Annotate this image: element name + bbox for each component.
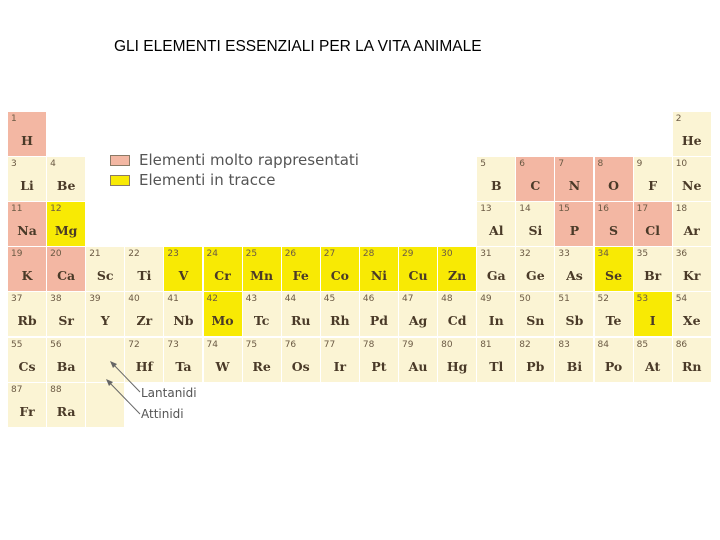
atomic-number: 5 bbox=[480, 159, 486, 170]
element-symbol: Pd bbox=[369, 313, 388, 329]
atomic-number: 31 bbox=[480, 249, 492, 260]
element-symbol: Rn bbox=[681, 358, 702, 374]
element-symbol: In bbox=[488, 313, 504, 329]
element-symbol: Te bbox=[605, 313, 622, 329]
element-symbol: Xe bbox=[682, 313, 701, 329]
atomic-number: 23 bbox=[167, 249, 179, 260]
element-symbol: Cd bbox=[447, 313, 467, 329]
atomic-number: 33 bbox=[558, 249, 570, 260]
atomic-number: 52 bbox=[597, 294, 609, 305]
page-title: GLI ELEMENTI ESSENZIALI PER LA VITA ANIMALE bbox=[114, 38, 482, 55]
atomic-number: 12 bbox=[50, 204, 62, 215]
atomic-number: 80 bbox=[441, 339, 453, 350]
atomic-number: 25 bbox=[245, 249, 258, 260]
atomic-number: 73 bbox=[167, 339, 179, 350]
element-symbol: Pb bbox=[526, 358, 545, 374]
atomic-number: 27 bbox=[323, 249, 336, 260]
element-symbol: H bbox=[21, 133, 33, 148]
element-symbol: Mn bbox=[250, 268, 274, 284]
atomic-number: 22 bbox=[128, 249, 140, 260]
atomic-number: 44 bbox=[284, 294, 297, 305]
atomic-number: 18 bbox=[675, 204, 688, 215]
element-symbol: Mg bbox=[54, 223, 78, 239]
atomic-number: 43 bbox=[245, 294, 258, 305]
atomic-number: 36 bbox=[675, 249, 688, 260]
element-symbol: Mo bbox=[211, 313, 234, 329]
element-symbol: Sn bbox=[526, 313, 545, 329]
atomic-number: 49 bbox=[480, 294, 492, 305]
element-symbol: Cr bbox=[214, 268, 231, 284]
atomic-number: 8 bbox=[597, 159, 604, 170]
element-symbol: P bbox=[569, 223, 580, 239]
element-symbol: Po bbox=[604, 358, 623, 374]
atomic-number: 42 bbox=[206, 294, 218, 305]
element-symbol: Br bbox=[644, 268, 662, 284]
element-symbol: Cl bbox=[645, 223, 660, 239]
atomic-number: 26 bbox=[284, 249, 297, 260]
element-symbol: Re bbox=[252, 358, 271, 374]
atomic-number: 47 bbox=[402, 294, 414, 305]
element-symbol: Li bbox=[20, 178, 34, 194]
atomic-number: 2 bbox=[675, 114, 682, 124]
atomic-number: 87 bbox=[11, 384, 23, 395]
element-symbol: Al bbox=[489, 223, 504, 239]
atomic-number: 55 bbox=[11, 339, 23, 350]
element-symbol: V bbox=[178, 268, 189, 284]
atomic-number: 75 bbox=[245, 339, 258, 350]
element-symbol: I bbox=[649, 313, 656, 329]
element-symbol: As bbox=[566, 268, 583, 284]
legend-label: Elementi molto rappresentati bbox=[139, 151, 359, 169]
element-symbol: Cs bbox=[18, 358, 36, 374]
atomic-number: 83 bbox=[558, 339, 570, 350]
lantanidi-arrow bbox=[112, 363, 140, 392]
atomic-number: 77 bbox=[323, 339, 336, 350]
atomic-number: 21 bbox=[89, 249, 101, 260]
element-symbol: Nb bbox=[173, 313, 194, 329]
element-symbol: At bbox=[645, 358, 661, 374]
element-symbol: Sb bbox=[565, 313, 584, 329]
element-symbol: Ni bbox=[370, 268, 388, 284]
element-symbol: S bbox=[609, 223, 619, 239]
atomic-number: 14 bbox=[519, 204, 531, 215]
element-symbol: Sc bbox=[96, 268, 114, 284]
atomic-number: 86 bbox=[675, 339, 688, 350]
element-symbol: He bbox=[681, 133, 702, 148]
element-symbol: Rb bbox=[17, 313, 37, 329]
element-symbol: K bbox=[21, 268, 33, 284]
atomic-number: 6 bbox=[519, 159, 526, 170]
atomic-number: 20 bbox=[50, 249, 62, 260]
atomic-number: 56 bbox=[50, 339, 62, 350]
element-symbol: O bbox=[608, 178, 619, 194]
element-symbol: Pt bbox=[371, 358, 387, 374]
element-symbol: Cu bbox=[408, 268, 428, 284]
element-symbol: Ag bbox=[408, 313, 428, 329]
atomic-number: 30 bbox=[441, 249, 453, 260]
element-symbol: N bbox=[568, 178, 581, 194]
atomic-number: 1 bbox=[11, 114, 17, 124]
element-symbol: Zn bbox=[448, 268, 467, 284]
element-symbol: Ra bbox=[56, 403, 76, 419]
atomic-number: 13 bbox=[480, 204, 492, 215]
element-symbol: Ar bbox=[683, 223, 700, 239]
atomic-number: 9 bbox=[636, 159, 643, 170]
element-symbol: Tl bbox=[489, 358, 504, 374]
element-symbol: Se bbox=[605, 268, 623, 284]
atomic-number: 76 bbox=[284, 339, 297, 350]
atomic-number: 24 bbox=[206, 249, 218, 260]
element-symbol: Bi bbox=[566, 358, 583, 374]
element-symbol: Au bbox=[408, 358, 428, 374]
atomic-number: 85 bbox=[636, 339, 649, 350]
element-symbol: Ru bbox=[290, 313, 311, 329]
atomic-number: 88 bbox=[50, 384, 62, 395]
atomic-number: 16 bbox=[597, 204, 609, 215]
atomic-number: 29 bbox=[402, 249, 414, 260]
element-symbol: Ta bbox=[175, 358, 192, 374]
element-symbol: Co bbox=[330, 268, 349, 284]
element-symbol: Ti bbox=[137, 268, 152, 284]
lantanidi-label: Lantanidi bbox=[141, 386, 197, 400]
attinidi-arrow bbox=[108, 381, 140, 414]
atomic-number: 81 bbox=[480, 339, 492, 350]
atomic-number: 38 bbox=[50, 294, 62, 305]
atomic-number: 82 bbox=[519, 339, 531, 350]
atomic-number: 40 bbox=[128, 294, 140, 305]
element-symbol: W bbox=[215, 358, 230, 374]
element-symbol: Ir bbox=[333, 358, 347, 374]
element-symbol: Sr bbox=[58, 313, 74, 329]
atomic-number: 41 bbox=[167, 294, 179, 305]
element-symbol: Be bbox=[56, 178, 76, 194]
atomic-number: 7 bbox=[558, 159, 565, 170]
element-symbol: Hf bbox=[135, 358, 153, 374]
element-symbol: Si bbox=[528, 223, 543, 239]
element-symbol: Tc bbox=[253, 313, 270, 329]
atomic-number: 53 bbox=[636, 294, 649, 305]
atomic-number: 11 bbox=[11, 204, 23, 215]
element-symbol: Os bbox=[291, 358, 310, 374]
element-symbol: Ba bbox=[56, 358, 76, 374]
atomic-number: 34 bbox=[597, 249, 609, 260]
element-symbol: Hg bbox=[446, 358, 468, 374]
element-symbol: Fe bbox=[292, 268, 309, 284]
atomic-number: 84 bbox=[597, 339, 609, 350]
atomic-number: 78 bbox=[362, 339, 375, 350]
atomic-number: 32 bbox=[519, 249, 531, 260]
atomic-number: 10 bbox=[675, 159, 688, 170]
atomic-number: 3 bbox=[11, 159, 17, 170]
atomic-number: 28 bbox=[362, 249, 375, 260]
atomic-number: 72 bbox=[128, 339, 140, 350]
atomic-number: 46 bbox=[362, 294, 375, 305]
atomic-number: 48 bbox=[441, 294, 453, 305]
element-symbol: B bbox=[490, 178, 502, 194]
atomic-number: 50 bbox=[519, 294, 531, 305]
atomic-number: 35 bbox=[636, 249, 649, 260]
element-symbol: Kr bbox=[683, 268, 701, 284]
element-symbol: Ga bbox=[486, 268, 506, 284]
element-symbol: Ne bbox=[682, 178, 702, 194]
atomic-number: 51 bbox=[558, 294, 570, 305]
element-symbol: Rh bbox=[330, 313, 350, 329]
element-symbol: Y bbox=[100, 313, 110, 329]
atomic-number: 39 bbox=[89, 294, 101, 305]
atomic-number: 79 bbox=[402, 339, 414, 350]
atomic-number: 15 bbox=[558, 204, 570, 215]
element-symbol: F bbox=[648, 178, 658, 194]
atomic-number: 45 bbox=[323, 294, 336, 305]
attinidi-label: Attinidi bbox=[141, 407, 184, 421]
atomic-number: 74 bbox=[206, 339, 218, 350]
element-symbol: C bbox=[530, 178, 541, 194]
element-symbol: Fr bbox=[19, 403, 35, 419]
atomic-number: 37 bbox=[11, 294, 23, 305]
element-symbol: Na bbox=[17, 223, 37, 239]
atomic-number: 54 bbox=[675, 294, 688, 305]
element-symbol: Zr bbox=[136, 313, 153, 329]
element-symbol: Ge bbox=[526, 268, 545, 284]
legend-label: Elementi in tracce bbox=[139, 171, 276, 189]
element-symbol: Ca bbox=[57, 268, 76, 284]
atomic-number: 17 bbox=[636, 204, 649, 215]
atomic-number: 4 bbox=[50, 159, 56, 170]
atomic-number: 19 bbox=[11, 249, 23, 260]
